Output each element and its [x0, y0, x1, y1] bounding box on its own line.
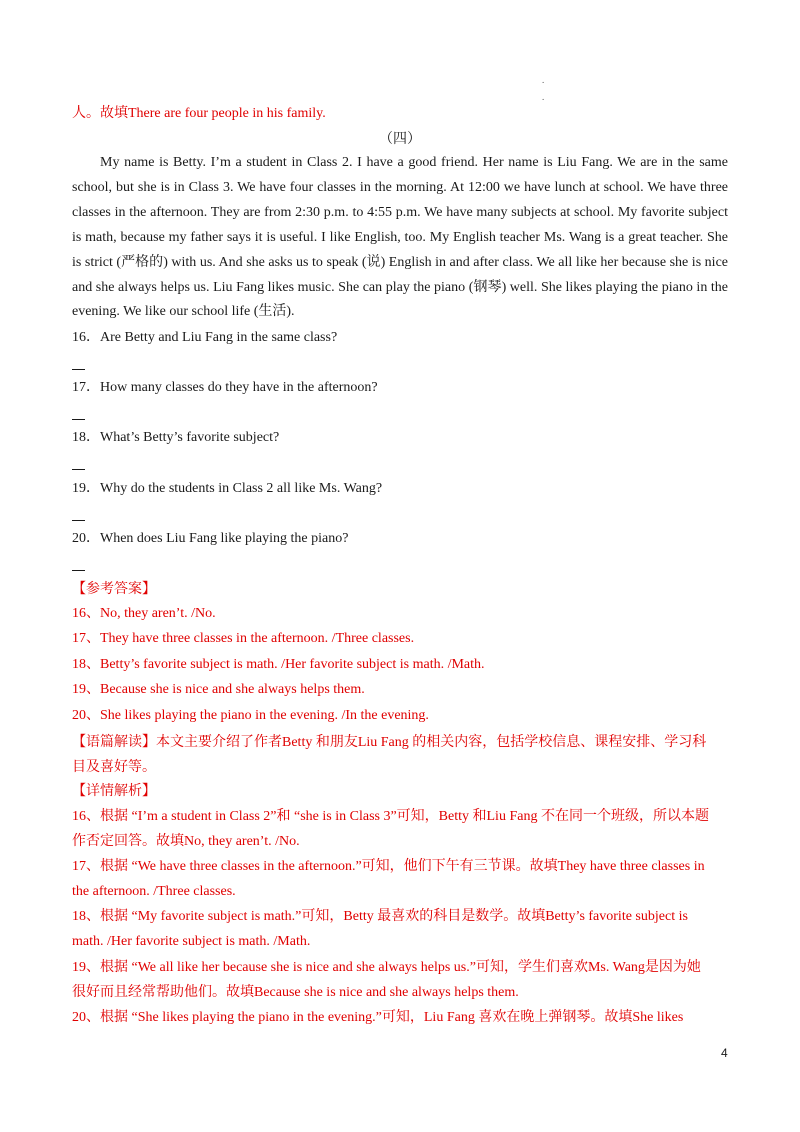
- section-heading: （四）: [379, 132, 421, 147]
- intro-answer: 人。故填There are four people in his family.: [72, 106, 326, 121]
- analysis-line: 很好而且经常帮助他们。故填Because she is nice and she always helps them.: [72, 985, 519, 1000]
- analysis-line: 作否定回答。故填No, they aren’t. /No.: [72, 834, 300, 849]
- summary-line: 【语篇解读】本文主要介绍了作者Betty 和朋友Liu Fang 的相关内容，包括学校信息、课程安排、学习科: [72, 735, 707, 750]
- header-mark: .: [542, 92, 545, 102]
- summary-line: 目及喜好等。: [72, 760, 156, 775]
- reading-passage: [72, 151, 728, 325]
- analysis-line: 17、根据 “We have three classes in the afternoon.”可知，他们下午有三节课。故填They have three classes in: [72, 859, 705, 874]
- question-18: 18．What’s Betty’s favorite subject?: [72, 430, 280, 445]
- question-16: 16．Are Betty and Liu Fang in the same class?: [72, 330, 338, 345]
- header-mark: .: [542, 75, 545, 85]
- answer-17: 17、They have three classes in the afternoon. /Three classes.: [72, 631, 415, 646]
- answer-20: 20、She likes playing the piano in the evening. /In the evening.: [72, 708, 429, 723]
- analysis-line: math. /Her favorite subject is math. /Math.: [72, 934, 311, 949]
- answer-blank: [72, 520, 85, 521]
- answer-blank: [72, 469, 85, 470]
- question-17: 17．How many classes do they have in the afternoon?: [72, 380, 378, 395]
- answer-blank: [72, 570, 85, 571]
- analysis-line: 18、根据 “My favorite subject is math.”可知，Betty 最喜欢的科目是数学。故填Betty’s favorite subject is: [72, 909, 688, 924]
- passage-text: My name is Betty. I’m a student in Class 2. I have a good friend. Her name is Liu Fang. We are in the same school, but she is in Class 3. We have four classes in the morning. At 12:00 we have lunch at school. We have three classes in the afternoon. They are from 2:30 p.m. to 4:55 p.m. We have many subjects at school. My favorite subject is math, because my father says it is useful. I like English, too. My English teacher Ms. Wang is a great teacher. She is strict (严格的) with us. And she asks us to speak (说) English in and after class. We all like her because she is nice and she always helps us. Liu Fang likes music. She can play the piano (钢琴) well. She likes playing the piano in the evening. We like our school life (生活).: [72, 155, 728, 320]
- question-19: 19．Why do the students in Class 2 all like Ms. Wang?: [72, 481, 383, 496]
- analysis-line: 16、根据 “I’m a student in Class 2”和 “she is in Class 3”可知，Betty 和Liu Fang 不在同一个班级，所以本题: [72, 809, 709, 824]
- page-number: 4: [721, 1046, 728, 1060]
- analysis-line: the afternoon. /Three classes.: [72, 884, 236, 899]
- answer-16: 16、No, they aren’t. /No.: [72, 606, 216, 621]
- answer-19: 19、Because she is nice and she always helps them.: [72, 682, 365, 697]
- answer-blank: [72, 419, 85, 420]
- question-20: 20．When does Liu Fang like playing the piano?: [72, 531, 349, 546]
- analysis-line: 19、根据 “We all like her because she is nice and she always helps us.”可知，学生们喜欢Ms. Wang是因为她: [72, 960, 701, 975]
- answer-blank: [72, 369, 85, 370]
- answers-heading: 【参考答案】: [72, 582, 156, 597]
- analysis-line: 20、根据 “She likes playing the piano in the evening.”可知，Liu Fang 喜欢在晚上弹钢琴。故填She likes: [72, 1010, 684, 1025]
- analysis-heading: 【详情解析】: [72, 784, 156, 799]
- answer-18: 18、Betty’s favorite subject is math. /Her favorite subject is math. /Math.: [72, 657, 485, 672]
